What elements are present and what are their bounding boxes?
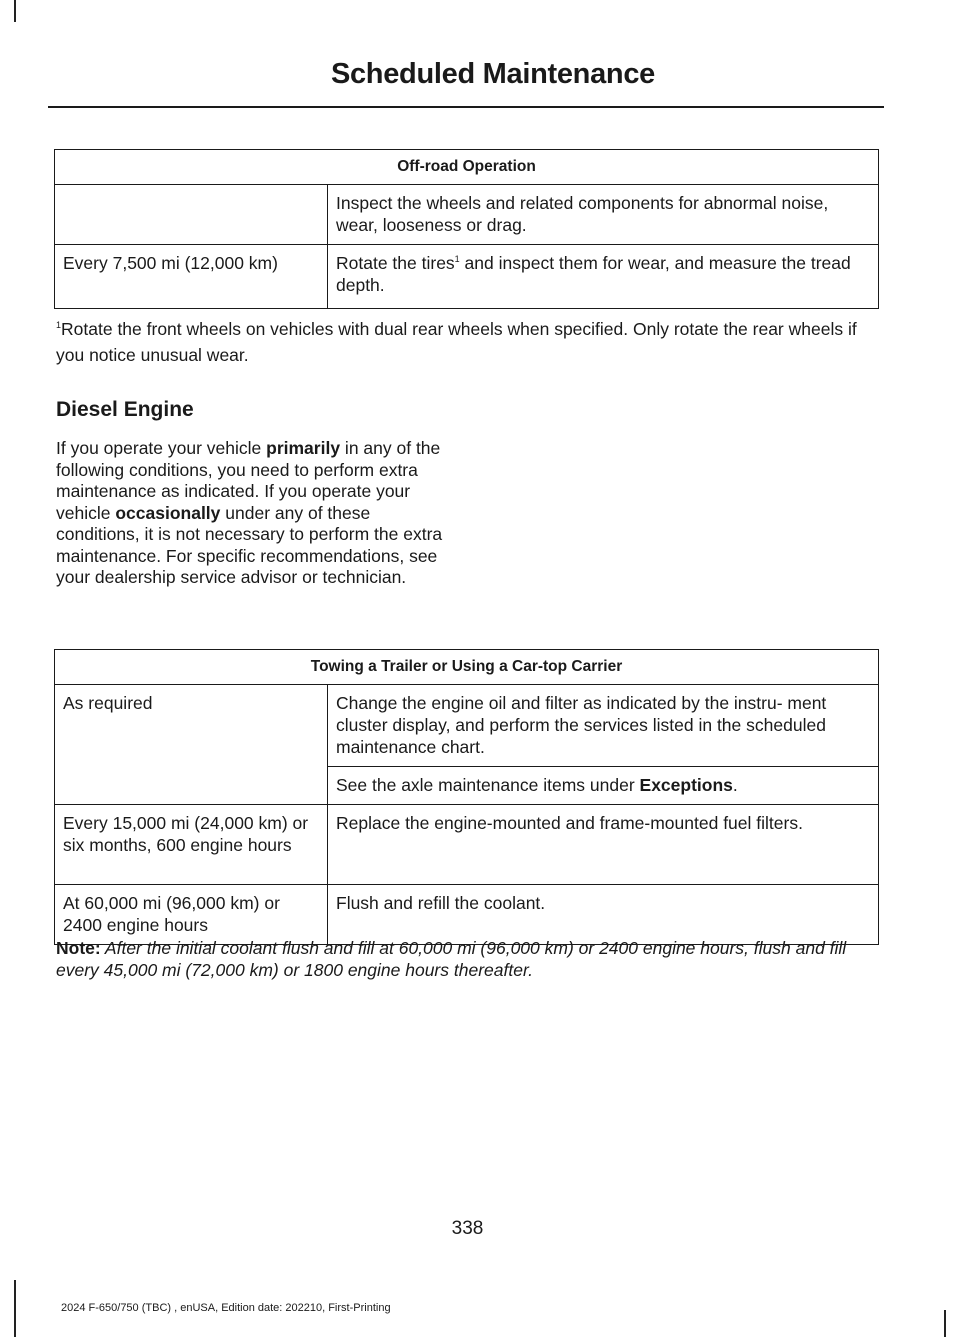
note-label: Note: — [56, 938, 101, 958]
interval-cell: At 60,000 mi (96,000 km) or 2400 engine hours — [55, 885, 328, 945]
footnote-reference: 1 — [454, 254, 460, 265]
action-cell: Rotate the tires$^1$ and inspect them for wear, and measure the tread depth. — [328, 245, 879, 309]
crop-mark-bottom-right — [944, 1310, 946, 1337]
offroad-operation-table — [54, 149, 879, 309]
table-row — [55, 685, 879, 767]
interval-cell: Every 7,500 mi (12,000 km) — [55, 245, 328, 309]
note — [56, 938, 886, 981]
action-cell: Flush and refill the coolant. — [328, 885, 879, 945]
page-title: Scheduled Maintenance — [330, 58, 655, 90]
action-cell: Replace the engine-mounted and frame-mounted fuel filters. — [328, 805, 879, 885]
interval-cell: As required — [55, 685, 328, 805]
exceptions-reference: Exceptions — [639, 775, 733, 795]
note-text: After the initial coolant flush and fill at 60,000 mi (96,000 km) or 2400 engine hours, flush and fill every 45,000 mi (72,000 km) or 1800 engine hours thereafter. — [56, 938, 847, 980]
towing-table — [54, 649, 879, 945]
crop-mark-top-left — [14, 0, 16, 22]
interval-cell — [55, 185, 328, 245]
header-rule — [48, 106, 884, 108]
interval-cell: Every 15,000 mi (24,000 km) or six months, 600 engine hours — [55, 805, 328, 885]
action-cell: See the axle maintenance items under Exceptions. — [328, 767, 879, 805]
table-row — [55, 245, 879, 309]
footnote: $^1$Rotate the front wheels on vehicles with dual rear wheels when specified. Only rotate the rear wheels if you notice unusual wear. — [56, 319, 857, 365]
table-title: Towing a Trailer or Using a Car-top Carrier — [55, 650, 879, 685]
section-heading: Diesel Engine — [56, 398, 194, 421]
intro-paragraph: If you operate your vehicle primarily in any of the following conditions, you need to perform extra maintenance as indicated. If you operate your vehicle occasionally under any of these conditions, it is not necessary to perform the extra maintenance. For specific recommendations, see your dealership service advisor or technician. — [56, 438, 443, 587]
table-row — [55, 185, 879, 245]
table-row — [55, 885, 879, 945]
crop-mark-bottom-left — [14, 1280, 16, 1337]
page-number: 338 — [451, 1218, 484, 1239]
table-title: Off-road Operation — [55, 150, 879, 185]
action-cell: Change the engine oil and filter as indicated by the instru- ment cluster display, and perform the services listed in the scheduled maintenance chart. — [328, 685, 879, 767]
table-row — [55, 805, 879, 885]
action-cell: Inspect the wheels and related components for abnormal noise, wear, looseness or drag. — [328, 185, 879, 245]
footer-edition-info: 2024 F-650/750 (TBC) , enUSA, Edition date: 202210, First-Printing — [61, 1302, 391, 1314]
